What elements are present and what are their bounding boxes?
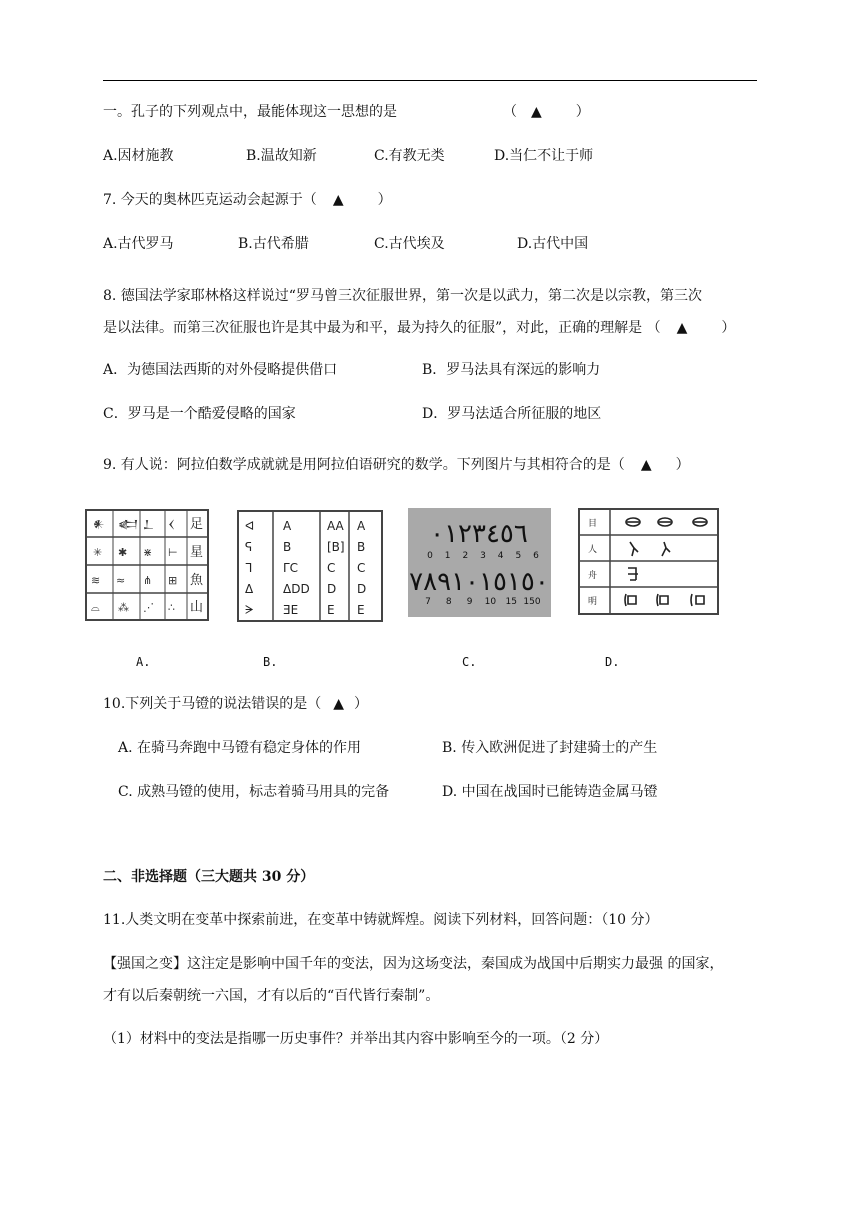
answer-marker-icon: ▲ [531,104,542,120]
svg-text:✳: ✳ [93,546,103,559]
svg-text:⋔: ⋔ [143,574,153,587]
alphabet-cell: D [357,582,367,596]
svg-text:≈: ≈ [116,574,126,587]
alphabet-cell: ΔDD [283,582,310,596]
image-a-char-foot: 足 [190,517,204,532]
q11-stem: 11.人类文明在变革中探索前进，在变革中铸就辉煌。阅读下列材料，回答问题：（10 分） [103,912,659,928]
q7-option-d: D.古代中国 [517,236,589,252]
image-d-row-person: 人 [588,545,598,555]
q9-stem-line: 9. 有人说：阿拉伯数学成就就是用阿拉伯语研究的数学。下列图片与其相符合的是（ ▲ ） [103,457,690,473]
alphabet-cell: B [357,540,366,554]
q8-option-a: A．为德国法西斯的对外侵略提供借口 [103,362,338,378]
q8-stem-line1: 8. 德国法学家耶林格这样说过“罗马曾三次征服世界，第一次是以武力，第二次是以宗教，第三次 [103,288,702,304]
svg-text:⊞: ⊞ [168,574,178,587]
svg-text:⋇: ⋇ [143,546,153,559]
alphabet-cell: B [283,540,292,554]
answer-marker-icon: ▲ [332,192,344,208]
header-rule [103,80,757,81]
q11-material-line1: 【强国之变】这注定是影响中国千年的变法，因为这场变法，秦国成为战国中后期实力最强 的国家， [103,956,724,972]
numeral-label: 6 [533,551,539,561]
numeral-label: 4 [497,551,504,561]
section2-heading: 二、非选择题（三大题共 30 分） [103,869,315,885]
q7-option-b: B.古代希腊 [238,236,309,252]
alphabet-table-graphic [237,510,383,622]
answer-marker-icon: ▲ [640,457,652,473]
q6-option-a: A.因材施教 [103,148,174,164]
image-a-char-star: 星 [190,545,204,560]
alphabet-cell: ᒣ [245,561,253,575]
svg-text:⊢: ⊢ [168,546,178,559]
answer-marker-icon: ▲ [333,696,345,712]
alphabet-cell: ᗒ [245,603,254,617]
q11-subquestion-1: （1）材料中的变法是指哪一历史事件？并举出其内容中影响至今的一项。（2 分） [103,1031,609,1047]
svg-text:𒌋: 𒌋 [168,518,175,531]
q7-stem-line: 7. 今天的奥林匹克运动会起源于（ ▲ ） [103,192,392,208]
svg-text:⁂: ⁂ [118,601,129,614]
pictograph-table-graphic [578,508,719,615]
cuneiform-table-graphic [85,509,209,621]
image-d-row-bright: 明 [588,597,598,607]
q8-option-c: C．罗马是一个酷爱侵略的国家 [103,406,296,422]
svg-text:⌓: ⌓ [91,601,100,614]
image-a-char-fish: 魚 [190,573,204,588]
alphabet-cell: ƎE [283,603,299,617]
q9-image-d-pictograph-table [578,508,719,615]
numeral-label: 3 [480,551,486,561]
q10-option-d: D. 中国在战国时已能铸造金属马镫 [442,784,658,800]
q9-image-c-label: C. [462,655,477,669]
q10-option-c: C. 成熟马镫的使用，标志着骑马用具的完备 [118,784,390,800]
alphabet-cell: ᕋ [245,540,253,554]
alphabet-cell: [B] [327,540,345,554]
numeral-label: 0 [427,551,433,561]
q9-image-b-alphabet-table [237,510,383,622]
alphabet-cell: A [357,519,366,533]
alphabet-cell: E [357,603,365,617]
q7-stem: 7. 今天的奥林匹克运动会起源于（ [103,192,317,208]
q7-option-c: C.古代埃及 [374,236,445,252]
numeral-label: 8 [445,597,452,607]
alphabet-cell: C [357,561,366,575]
q10-option-b: B. 传入欧洲促进了封建骑士的产生 [442,740,658,756]
numeral-label: 7 [425,597,431,607]
svg-text:≋: ≋ [91,574,101,587]
q9-image-a-label: A. [136,655,151,669]
arabic-top-glyphs: ٠١٢٣٤٥٦ [430,519,528,549]
alphabet-cell: ᐃ [245,582,254,596]
alphabet-cell: A [283,519,292,533]
image-a-char-mountain: 山 [190,600,204,615]
numeral-label: 10 [484,597,497,607]
numeral-label: 9 [466,597,473,607]
q10-stem: 10.下列关于马镫的说法错误的是（ [103,696,322,712]
q10-option-a: A. 在骑马奔跑中马镫有稳定身体的作用 [118,740,362,756]
q11-material-line2: 才有以后秦朝统一六国，才有以后的“百代皆行秦制”。 [103,988,440,1004]
q6-option-c: C.有教无类 [374,148,445,164]
q6-stem: 一。孔子的下列观点中，最能体现这一思想的是 [103,104,397,120]
numeral-label: 1 [444,551,451,561]
q9-stem: 9. 有人说：阿拉伯数学成就就是用阿拉伯语研究的数学。下列图片与其相符合的是（ [103,457,625,473]
svg-text:𒁇: 𒁇 [143,518,154,531]
q9-image-c-arabic-numerals [408,508,551,617]
q10-stem-line: 10.下列关于马镫的说法错误的是（ ▲ ） [103,696,369,712]
answer-marker-icon: ▲ [676,320,688,336]
alphabet-cell: D [327,582,337,596]
q6-option-d: D.当仁不让于师 [494,148,594,164]
q6-option-b: B.温故知新 [246,148,317,164]
numeral-label: 150 [523,597,541,607]
alphabet-cell: ᒥC [283,561,299,575]
svg-text:𒅗: 𒅗 [118,518,139,531]
q8-option-d: D．罗马法适合所征服的地区 [422,406,602,422]
alphabet-cell: AA [327,519,344,533]
image-d-row-eye: 目 [588,519,598,529]
q8-option-b: B．罗马法具有深远的影响力 [422,362,601,378]
alphabet-cell: ᐊ [245,519,255,533]
svg-text:⋰: ⋰ [143,601,154,614]
arabic-bottom-glyphs: ٧٨٩١٠١٥١٥٠ [409,567,549,597]
image-d-row-boat: 舟 [588,571,598,581]
svg-text:∴: ∴ [168,601,175,614]
q7-option-a: A.古代罗马 [103,236,174,252]
q9-image-d-label: D. [605,655,620,669]
q9-image-b-label: B. [263,655,278,669]
numeral-label: 5 [515,551,522,561]
q8-stem-line2: 是以法律。而第三次征服也许是其中最为和平，最为持久的征服”，对此，正确的理解是 （ ▲ ） [103,320,736,336]
alphabet-cell: C [327,561,336,575]
q6-answer-blank: （ ▲ ） [503,104,590,120]
q6-stem-line [103,102,397,122]
numeral-label: 15 [505,597,517,607]
svg-text:𒀭: 𒀭 [93,518,105,531]
svg-text:✱: ✱ [118,546,128,559]
q9-image-a-cuneiform-table [85,509,209,621]
arabic-numerals-graphic [408,508,551,617]
alphabet-cell: E [327,603,335,617]
numeral-label: 2 [462,551,469,561]
